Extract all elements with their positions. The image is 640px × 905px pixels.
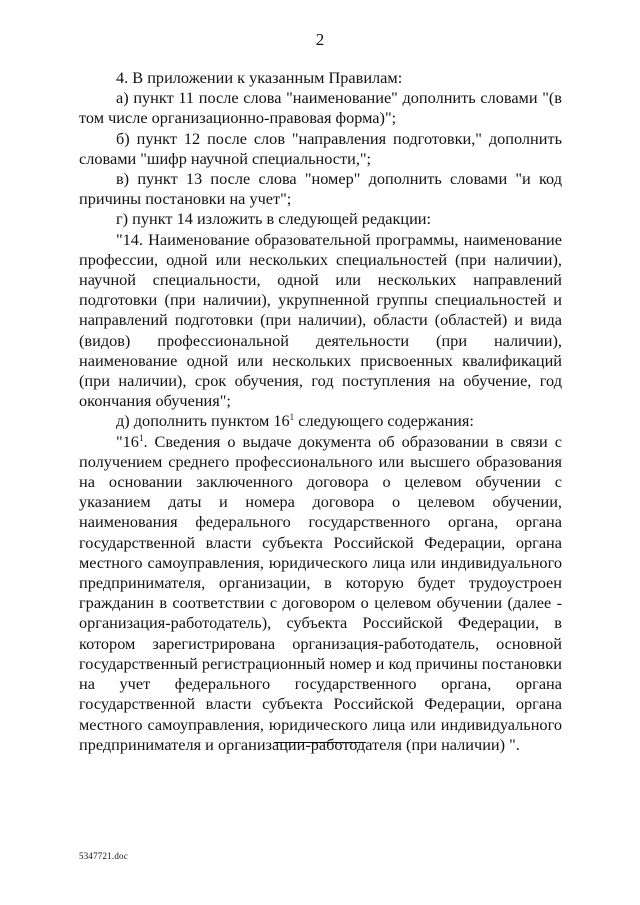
superscript-1: 1 (289, 412, 295, 423)
point-16-1-number: "16 (116, 431, 139, 451)
paragraph-subitem-v: в) пункт 13 после слова "номер" дополнить словами "и код причины постановки на учет"; (79, 169, 562, 209)
superscript-1: 1 (138, 432, 144, 443)
paragraph-point-16-1-text (79, 432, 562, 755)
paragraph-point-14-text: "14. Наименование образовательной программы, наименование профессии, одной или нескольких специальностей (при наличии), научной специальности, одной или нескольких направлений подготовки (при наличии), укрупненной группы специальностей и направлений подготовки (при наличии), области (областей) и вида (видов) профессиональной деятельности (при наличии), наименование одной или нескольких присвоенных квалификаций (при наличии), срок обучения, год поступления на обучение, год окончания обучения"; (79, 229, 562, 411)
paragraph-item-4: 4. В приложении к указанным Правилам: (116, 68, 403, 87)
document-body (79, 68, 562, 755)
paragraph-subitem-a: а) пункт 11 после слова "наименование" дополнить словами "(в том числе организационно-правовая форма)"; (79, 88, 562, 128)
closing-rule-line (274, 742, 366, 743)
subitem-d-text: д) дополнить пунктом 16 (116, 411, 290, 431)
document-code: 5347721.doc (79, 851, 128, 861)
page-number: 2 (315, 30, 325, 49)
paragraph-subitem-b: б) пункт 12 после слов "направления подготовки," дополнить словами "шифр научной специальности,"; (79, 128, 562, 168)
paragraph-subitem-d (79, 411, 562, 431)
point-16-1-body: . Сведения о выдаче документа об образовании в связи с получением среднего профессионального или высшего образования на основании заключенного договора о целевом обучении с указанием даты и номера договора о целевом обучении, наименования федерального государственного органа, органа государственной власти субъекта Российской Федерации, органа местного самоуправления, юридического лица или индивидуального предпринимателя, организации, в которую будет трудоустроен гражданин в соответствии с договором о целевом обучении (далее - организация-работодатель), субъекта Российской Федерации, в котором зарегистрирована организация-работодатель, основной государственный регистрационный номер и код причины постановки на учет федерального государственного органа, органа государственной власти субъекта Российской Федерации, органа местного самоуправления, юридического лица или индивидуального предпринимателя и организации-работодателя (при наличии) ". (79, 431, 562, 754)
subitem-d-text-end: следующего содержания: (294, 411, 474, 431)
paragraph-subitem-g: г) пункт 14 изложить в следующей редакции: (116, 209, 432, 229)
